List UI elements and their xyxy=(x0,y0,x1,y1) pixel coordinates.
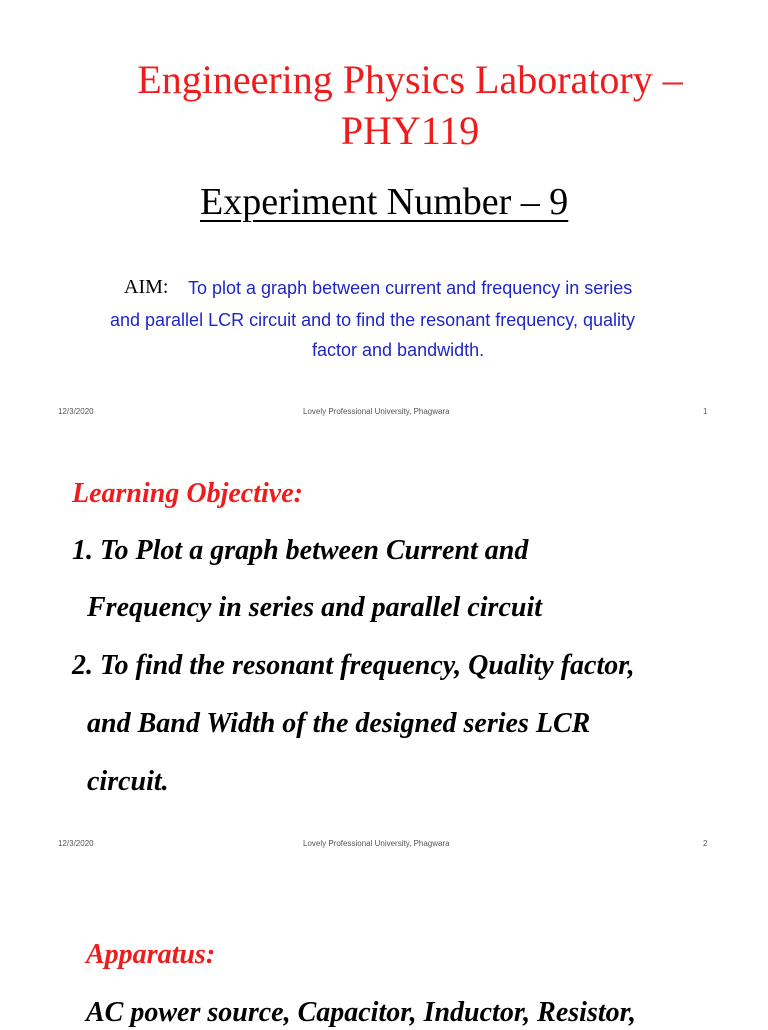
objective-line-5: circuit. xyxy=(87,766,169,797)
course-title-line-1: Engineering Physics Laboratory – xyxy=(137,57,683,102)
footer-page-number: 1 xyxy=(703,407,708,416)
aim-text-line-3: factor and bandwidth. xyxy=(312,340,485,360)
course-title-line-2: PHY119 xyxy=(340,108,480,153)
slide-1 xyxy=(0,0,768,432)
slide-2 xyxy=(0,432,768,872)
objective-line-3: 2. To find the resonant frequency, Quality factor, xyxy=(72,650,635,681)
objective-line-4: and Band Width of the designed series LCR xyxy=(87,708,591,739)
objective-line-2: Frequency in series and parallel circuit xyxy=(87,592,542,623)
footer-page-number: 2 xyxy=(703,839,708,848)
aim-text-line-2: and parallel LCR circuit and to find the resonant frequency, quality xyxy=(110,310,635,330)
footer-date: 12/3/2020 xyxy=(58,839,94,848)
apparatus-heading: Apparatus: xyxy=(86,939,216,970)
aim-label: AIM: xyxy=(124,276,169,298)
objective-line-1: 1. To Plot a graph between Current and xyxy=(72,535,529,566)
aim-text-line-1: To plot a graph between current and frequency in series xyxy=(188,278,633,298)
footer-university: Lovely Professional University, Phagwara xyxy=(303,407,450,416)
slide-3 xyxy=(0,872,768,1028)
footer-date: 12/3/2020 xyxy=(58,407,94,416)
footer-university: Lovely Professional University, Phagwara xyxy=(303,839,450,848)
experiment-title: Experiment Number – 9 xyxy=(200,181,569,223)
learning-objective-heading: Learning Objective: xyxy=(72,478,303,509)
apparatus-list-line: AC power source, Capacitor, Inductor, Resistor, xyxy=(86,997,636,1028)
